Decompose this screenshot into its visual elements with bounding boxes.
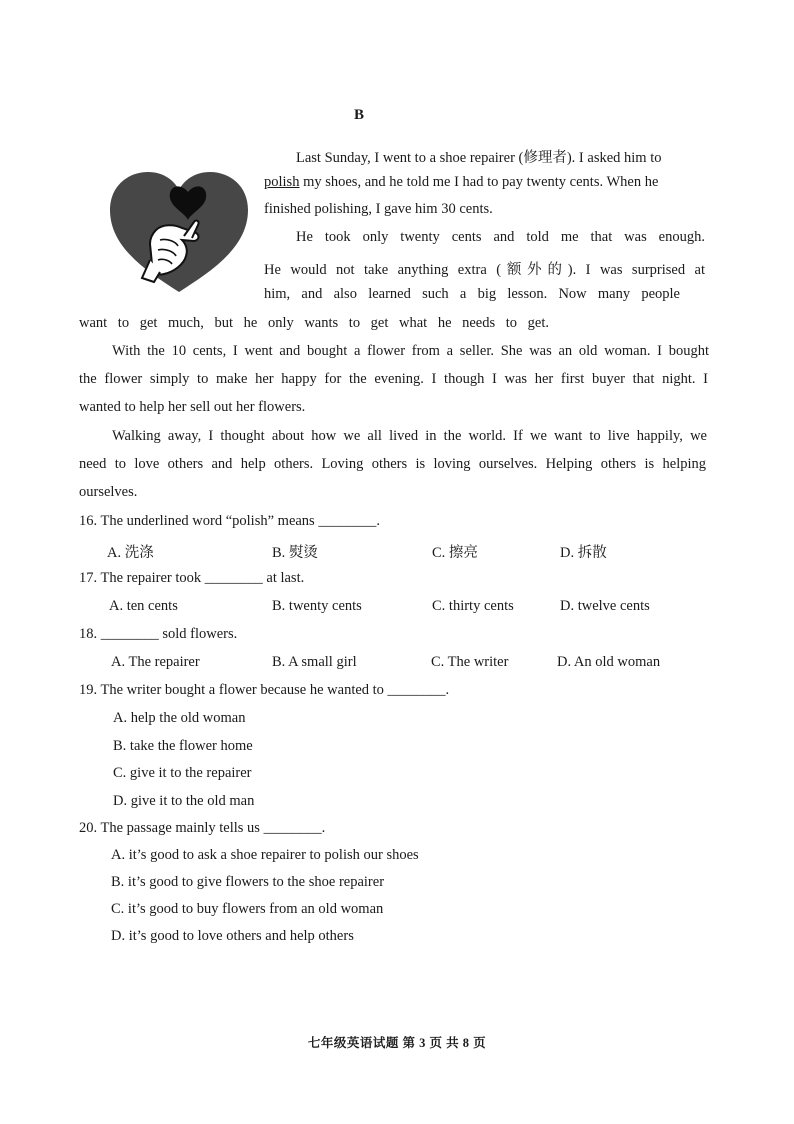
question-stem: 20. The passage mainly tells us ________. (79, 820, 326, 836)
heart-hand-illustration (108, 168, 250, 294)
passage-line: He would not take anything extra (额外的). I was surprised at (264, 262, 705, 278)
answer-option[interactable]: A. it’s good to ask a shoe repairer to polish our shoes (111, 847, 419, 863)
answer-option[interactable]: D. twelve cents (560, 598, 650, 614)
question-stem: 19. The writer bought a flower because he wanted to ________. (79, 682, 450, 698)
answer-option[interactable]: A. The repairer (111, 654, 200, 670)
answer-option[interactable]: A. help the old woman (113, 710, 246, 726)
question-stem: 17. The repairer took ________ at last. (79, 570, 305, 586)
passage-line (264, 174, 658, 191)
passage-line: finished polishing, I gave him 30 cents. (264, 201, 493, 217)
passage-line: the flower simply to make her happy for the evening. I though I was her first buyer that night. I (79, 371, 708, 387)
answer-option[interactable]: D. give it to the old man (113, 793, 255, 809)
passage-text: my shoes, and he told me I had to pay twenty cents. When he (303, 174, 659, 190)
passage-line: Walking away, I thought about how we all lived in the world. If we want to live happily, we (112, 428, 707, 444)
answer-option[interactable]: C. The writer (431, 654, 509, 670)
answer-option[interactable]: B. A small girl (272, 654, 357, 670)
answer-option[interactable]: A. 洗涤 (107, 545, 154, 561)
question-stem: 18. ________ sold flowers. (79, 626, 238, 642)
passage-line: want to get much, but he only wants to get what he needs to get. (79, 315, 549, 331)
passage-line: need to love others and help others. Loving others is loving ourselves. Helping others is helping (79, 456, 706, 472)
passage-line: wanted to help her sell out her flowers. (79, 399, 306, 415)
question-stem: 16. The underlined word “polish” means ________. (79, 513, 380, 529)
passage-line: ourselves. (79, 484, 138, 500)
answer-option[interactable]: D. An old woman (557, 654, 661, 670)
answer-option[interactable]: C. give it to the repairer (113, 765, 252, 781)
answer-option[interactable]: B. twenty cents (272, 598, 362, 614)
section-heading: B (354, 107, 365, 123)
passage-line: him, and also learned such a big lesson. Now many people (264, 286, 680, 302)
answer-option[interactable]: C. it’s good to buy flowers from an old woman (111, 901, 384, 917)
answer-option[interactable]: C. thirty cents (432, 598, 514, 614)
passage-line: Last Sunday, I went to a shoe repairer (修理者). I asked him to (296, 150, 662, 166)
passage-line: With the 10 cents, I went and bought a flower from a seller. She was an old woman. I bought (112, 343, 709, 359)
passage-line: He took only twenty cents and told me that was enough. (296, 229, 705, 245)
answer-option[interactable]: A. ten cents (109, 598, 178, 614)
answer-option[interactable]: C. 擦亮 (432, 545, 478, 561)
answer-option[interactable]: B. 熨烫 (272, 545, 318, 561)
answer-option[interactable]: D. it’s good to love others and help others (111, 928, 354, 944)
page-footer: 七年级英语试题 第 3 页 共 8 页 (307, 1036, 487, 1050)
answer-option[interactable]: B. it’s good to give flowers to the shoe repairer (111, 874, 385, 890)
answer-option[interactable]: B. take the flower home (113, 738, 253, 754)
underlined-word: polish (264, 174, 300, 190)
answer-option[interactable]: D. 拆散 (560, 545, 607, 561)
